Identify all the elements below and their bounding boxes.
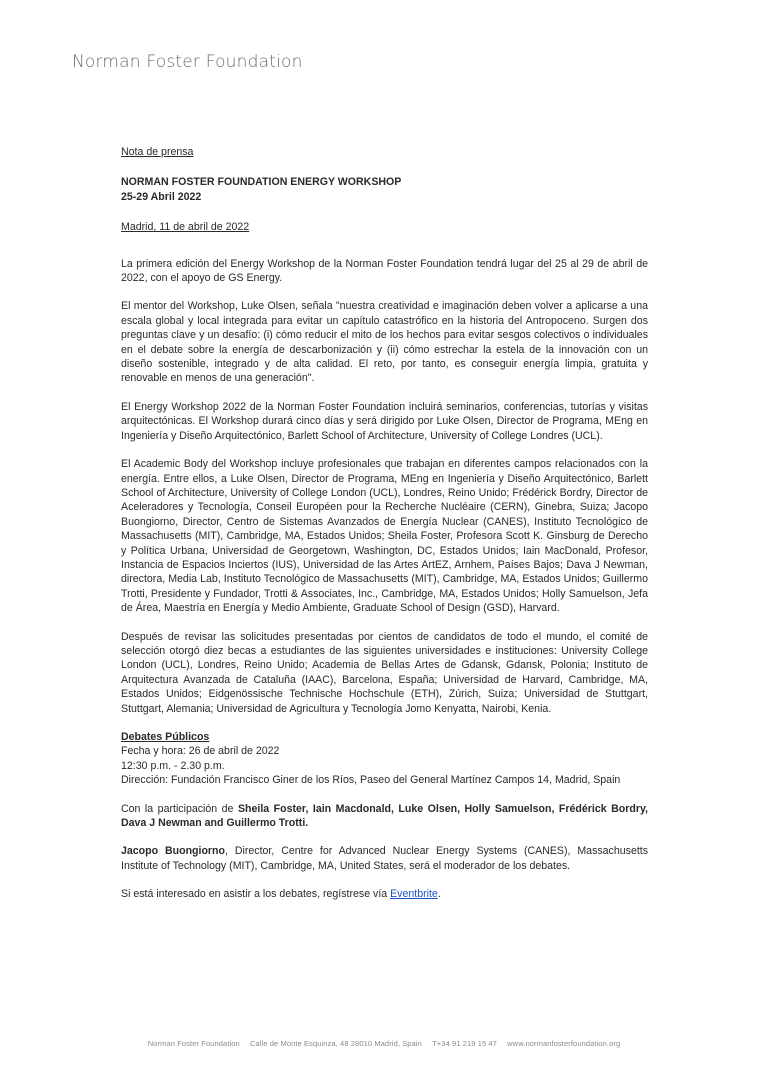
- document-title: NORMAN FOSTER FOUNDATION ENERGY WORKSHOP: [121, 176, 402, 189]
- footer-phone: T+34 91 219 15 47: [432, 1039, 497, 1048]
- register-suffix: .: [437, 888, 441, 901]
- debates-heading: Debates Públicos: [121, 731, 210, 743]
- participant-names: Sheila Foster, Iain Macdonald, Luke Olsen, Holly Samuelson, Frédérick Bordry, Dava J Newman and Guillermo Trotti.: [121, 802, 648, 830]
- page-footer: [0, 1039, 768, 1048]
- debates-time: 12:30 p.m. - 2.30 p.m.: [121, 759, 225, 772]
- paragraph-intro: La primera edición del Energy Workshop de la Norman Foster Foundation tendrá lugar del 25 al 29 de abril de 2022, con el apoyo de GS Energy.: [121, 257, 648, 285]
- debates-address: Dirección: Fundación Francisco Giner de los Ríos, Paseo del General Martínez Campos 14, Madrid, Spain: [121, 774, 621, 787]
- paragraph-mentor-quote: El mentor del Workshop, Luke Olsen, señala "nuestra creatividad e imaginación deben volver a aplicarse a una escala global y local integrada para evitar un capítulo catastrófico en la historia del Antropoceno. Surgen dos preguntas clave y un desafío: (i) cómo reducir el mito de los hechos para evitar sesgos colectivos o individuales en el debate sobre la energía de descarbonización y (ii) cómo estrechar la estela de la innovación con un diseño sostenible, integrado y de alta calidad. El reto, por tanto, es conseguir energía limpia, gratuita y renovable en menos de una generación".: [121, 300, 648, 385]
- dateline: Madrid, 11 de abril de 2022: [121, 221, 250, 234]
- footer-address: Calle de Monte Esquinza, 48 28010 Madrid, Spain: [250, 1039, 422, 1048]
- eventbrite-link[interactable]: Eventbrite: [390, 888, 438, 901]
- footer-website: www.normanfosterfoundation.org: [507, 1039, 621, 1048]
- paragraph-scholarships: Después de revisar las solicitudes presentadas por cientos de candidatos de todo el mundo, el comité de selección otorgó diez becas a estudiantes de las siguientes universidades e instituciones: University College London (UCL), Londres, Reino Unido; Academia de Bellas Artes de Gdansk, Gdansk, Polonia; Instituto de Arquitectura Avanzada de Cataluña (IAAC), Barcelona, España; Universidad de Harvard, Cambridge, MA, Estados Unidos; Eidgenössische Technische Hochschule (ETH), Zúrich, Suiza; Universidad de Stuttgart, Stuttgart, Alemania; Universidad de Agricultura y Tecnología Jomo Kenyatta, Nairobi, Kenia.: [121, 630, 648, 715]
- paragraph-moderator: [121, 844, 648, 873]
- footer-org: Norman Foster Foundation: [147, 1039, 240, 1048]
- register-prefix: Si está interesado en asistir a los debates, regístrese vía: [121, 888, 391, 901]
- paragraph-program: El Energy Workshop 2022 de la Norman Foster Foundation incluirá seminarios, conferencias, tutorías y visitas arquitectónicas. El Workshop durará cinco días y será dirigido por Luke Olsen, Director de Programa, MEng en Ingeniería y Diseño Arquitectónico, Barlett School of Architecture, University of College Londres (UCL).: [121, 400, 648, 442]
- section-label: Nota de prensa: [121, 146, 194, 158]
- moderator-name: Jacopo Buongiorno: [121, 845, 226, 858]
- paragraph-participation: [121, 802, 648, 831]
- foundation-logo: Norman Foster Foundation: [72, 52, 303, 72]
- debates-date: Fecha y hora: 26 de abril de 2022: [121, 745, 280, 758]
- participation-prefix: Con la participación de: [121, 802, 238, 815]
- event-dates: 25-29 Abril 2022: [121, 190, 202, 203]
- press-release-body: [121, 145, 648, 902]
- paragraph-academic-body: El Academic Body del Workshop incluye profesionales que trabajan en diferentes campos relacionados con la energía. Entre ellos, a Luke Olsen, Director de Programa, MEng en Ingeniería y Diseño Arquitectónico, Barlett School of Architecture, University of College London (UCL), Londres, Reino Unido; Frédérick Bordry, Director de Aceleradores y Tecnología, Conseil Européen pour la Recherche Nucléaire (CERN), Ginebra, Suiza; Jacopo Buongiorno, Director, Centro de Sistemas Avanzados de Energía Nuclear (CANES), Instituto Tecnológico de Massachusetts (MIT), Cambridge, MA, Estados Unidos; Sheila Foster, Profesora Scott K. Ginsburg de Derecho y Política Urbana, Universidad de Georgetown, Washington, DC, Estados Unidos; Iain MacDonald, Profesor, Instancia de Espacios Inciertos (IUS), Universidad de las Artes ArtEZ, Arnhem, Países Bajos; Dava J Newman, directora, Media Lab, Instituto Tecnológico de Massachusetts (MIT), Cambridge, MA, Estados Unidos; Guillermo Trotti, Presidente y Fundador, Trotti & Associates, Inc., Cambridge, MA, Estados Unidos; Holly Samuelson, Jefa de Área, Maestría en Energía y Medio Ambiente, Graduate School of Design (GSD), Harvard.: [121, 458, 648, 615]
- paragraph-register: [121, 887, 648, 901]
- moderator-description: , Director, Centre for Advanced Nuclear Energy Systems (CANES), Massachusetts Institute of Technology (MIT), Cambridge, MA, United States, será el moderador de los debates.: [121, 845, 649, 872]
